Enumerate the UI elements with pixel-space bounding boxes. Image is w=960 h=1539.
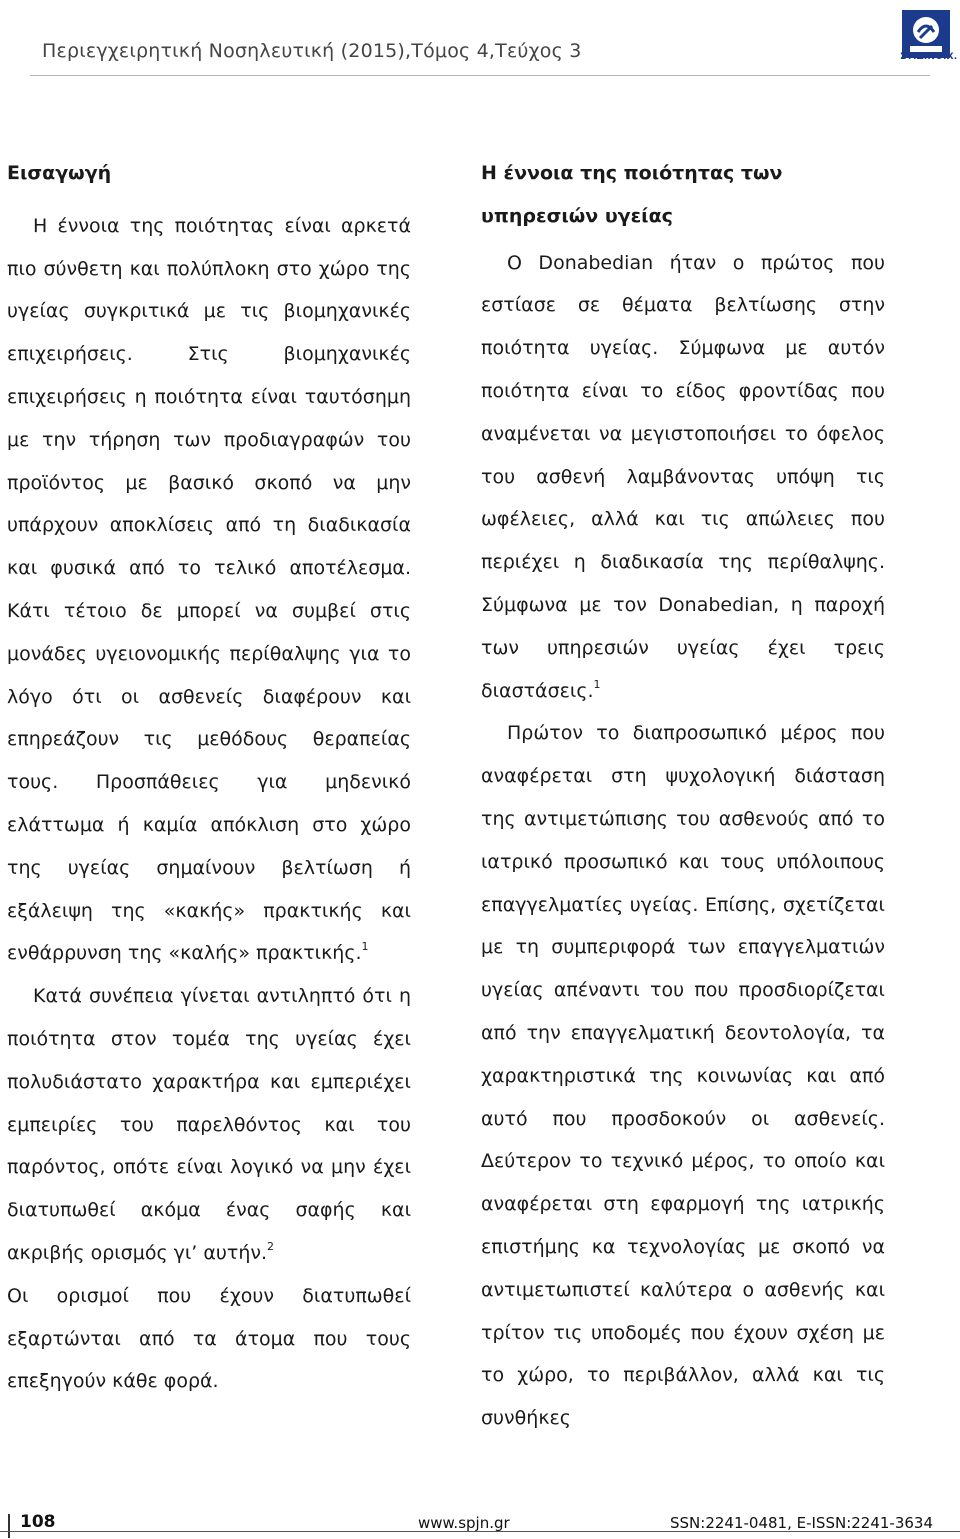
paragraph: Η έννοια της ποιότητας είναι αρκετά πιο σύνθετη και πολύπλοκη στο χώρο της υγείας συγκριτικά με τις βιομηχανικές επιχειρήσεις. Στις βιομηχανικές επιχειρήσεις η ποιότητα είναι ταυτόσημη με την τήρηση των προδιαγραφών του προϊόντος με βασικό σκοπό να μην υπάρχουν αποκλίσεις από τη διαδικασία και φυσικά από το τελικό αποτέλεσμα. Κάτι τέτοιο δε μπορεί να συμβεί στις μονάδες υγειονομικής περίθαλψης για το λόγο ότι οι ασθενείς διαφέρουν και επηρεάζουν τις μεθόδους θεραπείας τους. Προσπάθειες για μηδενικό ελάττωμα ή καμία απόκλιση στο χώρο της υγείας σημαίνουν βελτίωση ή εξάλειψη της «κακής» πρακτικής και ενθάρρυνση της «καλής» πρακτικής.$^1$ (7, 214, 411, 965)
left-column (7, 152, 411, 1403)
header-divider (30, 75, 930, 76)
footer-marker (8, 1514, 10, 1538)
journal-title: Περιεγχειρητική Νοσηλευτική (2015),Τόμος 4,Τεύχος 3 (42, 40, 582, 62)
issn-text: SSN:2241-0481, E-ISSN:2241-3634 (670, 1514, 934, 1532)
paragraph: Κατά συνέπεια γίνεται αντιληπτό ότι η ποιότητα στον τομέα της υγείας έχει πολυδιάστατο χαρακτήρα και εμπεριέχει εμπειρίες του παρελθόντος και του παρόντος, οπότε είναι λογικό να μην έχει διατυπωθεί ακόμα ένας σαφής και ακριβής ορισμός γι’ αυτήν.$^2$ (7, 985, 411, 1264)
paragraph: Ο Donabedian ήταν ο πρώτος που εστίασε σε θέματα βελτίωσης στην ποιότητα υγείας. Σύμφωνα με αυτόν ποιότητα είναι το είδος φροντίδας που αναμένεται να μεγιστοποιήσει το όφελος του ασθενή λαμβάνοντας υπόψη τις ωφέλειες, αλλά και τις απώλειες που περιέχει η διαδικασία της περίθαλψης. Σύμφωνα με τον Donabedian, η παροχή των υπηρεσιών υγείας έχει τρεις διαστάσεις.$^1$ (481, 251, 885, 702)
quality-concept-heading: Η έννοια της ποιότητας των υπηρεσιών υγείας (481, 162, 783, 227)
paragraph: Πρώτον το διαπροσωπικό μέρος που αναφέρεται στη ψυχολογική διάσταση της αντιμετώπισης του ασθενούς από το ιατρικό προσωπικό και τους υπόλοιπους επαγγελματίες υγείας. Επίσης, σχετίζεται με τη συμπεριφορά των επαγγελματιών υγείας απέναντι του που προσδιορίζεται από την επαγγελματική δεοντολογία, τα χαρακτηριστικά της κοινωνίας και από αυτό που προσδοκούν οι ασθενείς. Δεύτερον το τεχνικό μέρος, το οποίο και αναφέρεται στη εφαρμογή της ιατρικής επιστήμης κα τεχνολογίας με σκοπό να αντιμετωπιστεί καλύτερα ο ασθενής και τρίτον τις υποδομές που έχουν σχέση με το χώρο, το περιβάλλον, αλλά και τις συνθήκες (481, 722, 885, 1430)
footer-divider (0, 1531, 960, 1532)
page-footer (0, 1512, 960, 1539)
introduction-heading: Εισαγωγή (7, 162, 112, 184)
citation-ref: 2 (267, 1239, 275, 1253)
logo-caption: ΣΥ.Δ.ΝΟ.Χ. (900, 52, 958, 62)
page-number: 108 (20, 1512, 56, 1532)
journal-website-link[interactable]: www.spjn.gr (418, 1514, 510, 1532)
right-column (481, 152, 885, 1440)
paragraph: Οι ορισμοί που έχουν διατυπωθεί εξαρτώνται από τα άτομα που τους επεξηγούν κάθε φορά. (7, 1284, 411, 1393)
citation-ref: 1 (593, 677, 601, 691)
citation-ref: 1 (361, 940, 369, 954)
